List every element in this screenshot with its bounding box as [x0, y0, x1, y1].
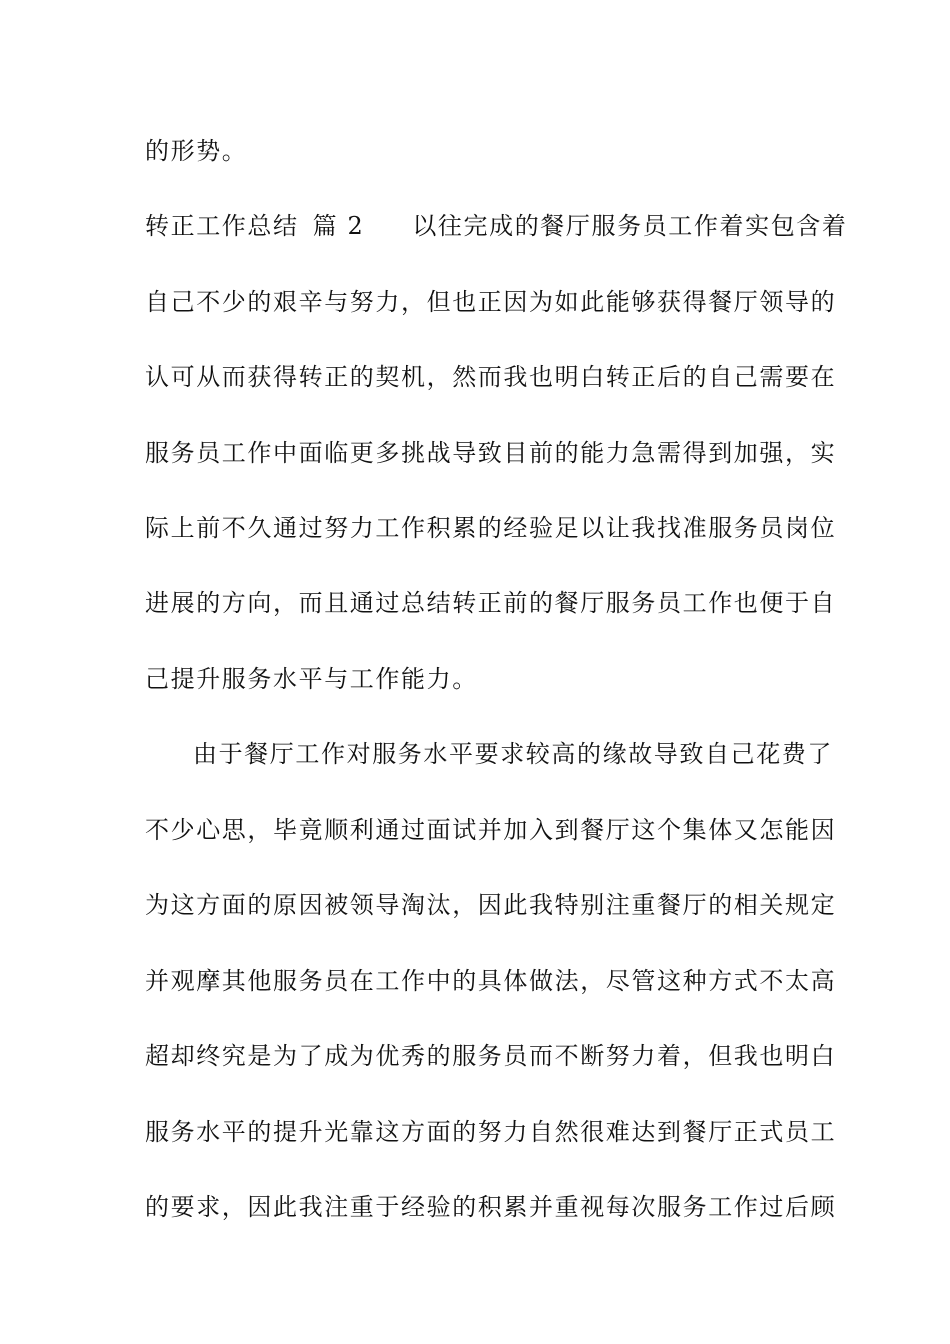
section-heading-line: [145, 206, 848, 246]
text-line: 认可从而获得转正的契机，然而我也明白转正后的自己需要在: [145, 363, 837, 391]
section-number: 篇 2: [312, 212, 365, 240]
text-line: 服务水平的提升光靠这方面的努力自然很难达到餐厅正式员工: [145, 1118, 837, 1146]
text-line: 的要求，因此我注重于经验的积累并重视每次服务工作过后顾: [145, 1193, 837, 1221]
text-line: 的形势。: [145, 137, 248, 165]
text-line: 超却终究是为了成为优秀的服务员而不断努力着，但我也明白: [145, 1042, 837, 1070]
text-line: 服务员工作中面临更多挑战导致目前的能力急需得到加强，实: [145, 439, 837, 467]
text-line: 为这方面的原因被领导淘汰，因此我特别注重餐厅的相关规定: [145, 891, 837, 919]
section-title: 转正工作总结: [145, 212, 299, 240]
text-line: 不少心思，毕竟顺利通过面试并加入到餐厅这个集体又怎能因: [145, 816, 837, 844]
text-line: 进展的方向，而且通过总结转正前的餐厅服务员工作也便于自: [145, 589, 837, 617]
text-line: 并观摩其他服务员在工作中的具体做法，尽管这种方式不太高: [145, 967, 837, 995]
paragraph-first-line: 由于餐厅工作对服务水平要求较高的缘故导致自己花费了: [193, 740, 833, 768]
section-intro-text: 以往完成的餐厅服务员工作着实包含着: [412, 212, 848, 240]
text-line: 自己不少的艰辛与努力，但也正因为如此能够获得餐厅领导的: [145, 288, 837, 316]
text-line: 际上前不久通过努力工作积累的经验足以让我找准服务员岗位: [145, 514, 837, 542]
text-line: 己提升服务水平与工作能力。: [145, 665, 478, 693]
